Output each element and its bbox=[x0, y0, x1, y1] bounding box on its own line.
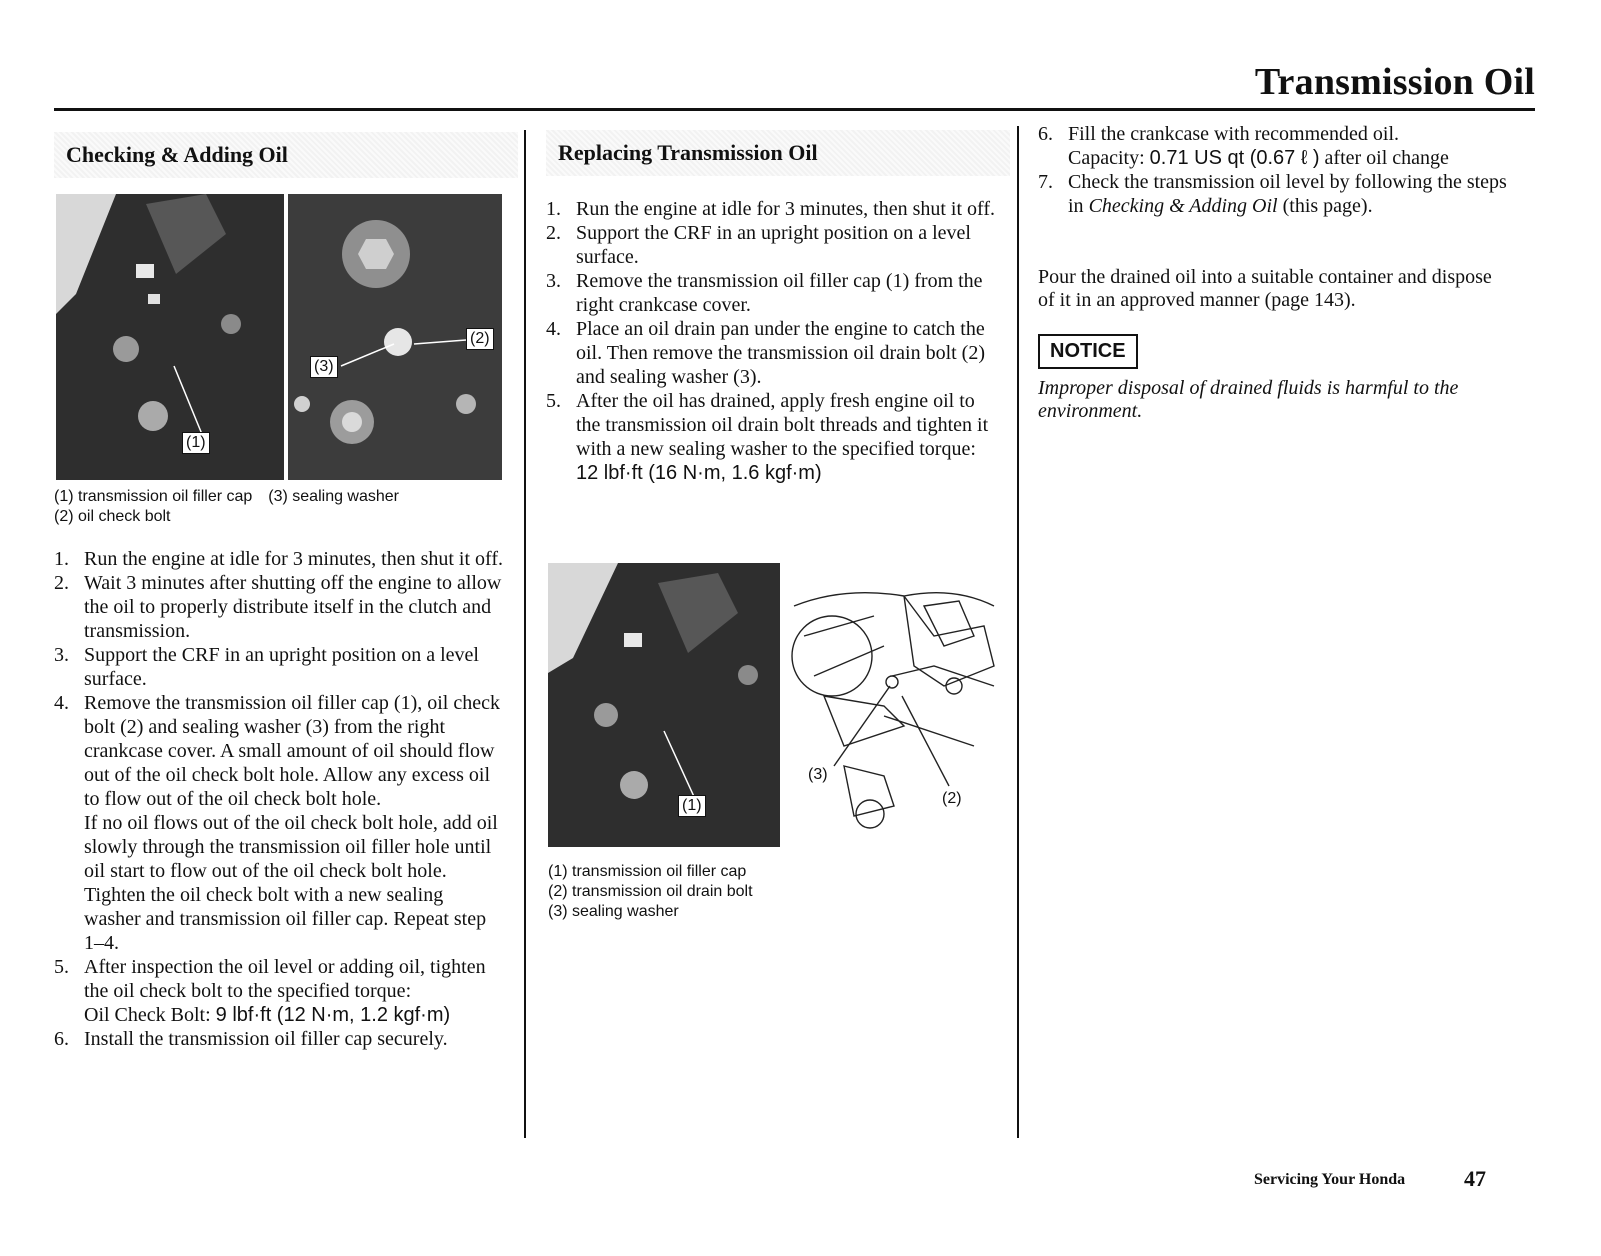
list-item bbox=[54, 547, 504, 571]
engine-diagram bbox=[784, 576, 998, 830]
step-number: 2. bbox=[54, 572, 69, 594]
caption-line: (3) sealing washer bbox=[268, 488, 400, 505]
figure-caption bbox=[54, 487, 514, 527]
callout-label: (3) bbox=[808, 766, 828, 783]
step-number: 5. bbox=[54, 956, 69, 978]
section-heading: Checking & Adding Oil bbox=[54, 132, 518, 178]
torque-value: 12 lbf·ft (16 N·m, 1.6 kgf·m) bbox=[576, 462, 822, 484]
step-number: 3. bbox=[54, 644, 69, 666]
caption-line: (1) transmission oil filler cap bbox=[548, 863, 747, 880]
section-heading: Replacing Transmission Oil bbox=[546, 130, 1010, 176]
steps-list bbox=[1038, 122, 1508, 218]
list-item bbox=[1038, 122, 1508, 170]
step-text: Remove the transmission oil filler cap (1), oil check bolt (2) and sealing washer (3) from the right crankcase cover. A small amount of oil should flow out of the oil check bolt hole. Allow any excess oil to flow out of the oil check bolt hole. bbox=[84, 692, 500, 810]
list-item bbox=[54, 691, 504, 955]
step-text: Tighten the oil check bolt with a new sealing washer and transmission oil filler cap. Repeat step 1–4. bbox=[84, 884, 487, 954]
list-item bbox=[546, 269, 996, 317]
step-text: Support the CRF in an upright position on a level surface. bbox=[576, 222, 971, 268]
caption-line: (1) transmission oil filler cap bbox=[54, 488, 253, 505]
step-text: (this page). bbox=[1277, 195, 1373, 217]
caption-line: (2) transmission oil drain bolt bbox=[548, 883, 753, 900]
list-item bbox=[54, 571, 504, 643]
step-text: After inspection the oil level or adding oil, tighten the oil check bolt to the specified torque: bbox=[84, 956, 486, 1002]
disposal-paragraph: Pour the drained oil into a suitable container and dispose of it in an approved manner (page 143). bbox=[1038, 266, 1492, 311]
step-text: Remove the transmission oil filler cap (1) from the right crankcase cover. bbox=[576, 270, 983, 316]
list-item bbox=[54, 1027, 504, 1051]
step-number: 7. bbox=[1038, 171, 1053, 193]
list-item bbox=[546, 197, 996, 221]
step-text: Fill the crankcase with recommended oil. bbox=[1068, 123, 1400, 145]
page-title: Transmission Oil bbox=[1254, 61, 1535, 103]
callout-label: (1) bbox=[182, 432, 210, 454]
step-number: 1. bbox=[546, 198, 561, 220]
callout-label: (3) bbox=[310, 356, 338, 378]
step-number: 1. bbox=[54, 548, 69, 570]
step-number: 6. bbox=[54, 1028, 69, 1050]
list-item bbox=[546, 317, 996, 389]
notice-badge: NOTICE bbox=[1038, 334, 1138, 369]
step-number: 4. bbox=[546, 318, 561, 340]
steps-list bbox=[546, 197, 996, 485]
torque-value: 9 lbf·ft (12 N·m, 1.2 kgf·m) bbox=[215, 1004, 451, 1026]
step-text: Place an oil drain pan under the engine to catch the oil. Then remove the transmission oil drain bolt (2) and sealing washer (3). bbox=[576, 318, 986, 388]
step-number: 5. bbox=[546, 390, 561, 412]
footer-section: Servicing Your Honda bbox=[1254, 1171, 1406, 1188]
step-text: After the oil has drained, apply fresh engine oil to the transmission oil drain bolt threads and tighten it with a new sealing washer to the specified torque: bbox=[576, 390, 989, 460]
list-item bbox=[1038, 170, 1508, 218]
column-divider bbox=[1017, 126, 1019, 1138]
step-text: Check the transmission oil level by following the steps in bbox=[1068, 171, 1507, 217]
page-number: 47 bbox=[1464, 1166, 1486, 1191]
step-number: 2. bbox=[546, 222, 561, 244]
callout-label: (1) bbox=[678, 795, 706, 817]
list-item bbox=[54, 643, 504, 691]
capacity-suffix: after oil change bbox=[1319, 147, 1449, 169]
step-text: Support the CRF in an upright position on a level surface. bbox=[84, 644, 479, 690]
cross-reference: Checking & Adding Oil bbox=[1088, 195, 1278, 217]
step-text: Run the engine at idle for 3 minutes, then shut it off. bbox=[576, 198, 996, 220]
capacity-value: 0.71 US qt (0.67 ℓ ) bbox=[1149, 147, 1320, 169]
callout-label: (2) bbox=[466, 328, 494, 350]
step-number: 6. bbox=[1038, 123, 1053, 145]
caption-line: (2) oil check bolt bbox=[54, 508, 171, 525]
callout-label: (2) bbox=[942, 790, 962, 807]
step-text: Run the engine at idle for 3 minutes, then shut it off. bbox=[84, 548, 504, 570]
list-item bbox=[54, 955, 504, 1027]
caption-line: (3) sealing washer bbox=[548, 903, 679, 920]
step-text: Install the transmission oil filler cap securely. bbox=[84, 1028, 448, 1050]
figure-caption bbox=[548, 862, 968, 922]
step-number: 3. bbox=[546, 270, 561, 292]
column-divider bbox=[524, 130, 526, 1138]
notice-text: Improper disposal of drained fluids is harmful to the environment. bbox=[1038, 377, 1459, 422]
step-text: If no oil flows out of the oil check bolt hole, add oil slowly through the transmission oil filler hole until oil start to flow out of the oil check bolt hole. bbox=[84, 812, 498, 882]
steps-list bbox=[54, 547, 504, 1051]
torque-label: Oil Check Bolt: bbox=[84, 1004, 216, 1026]
capacity-label: Capacity: bbox=[1068, 147, 1150, 169]
engine-photo bbox=[548, 563, 780, 847]
list-item bbox=[546, 389, 996, 485]
step-text: Wait 3 minutes after shutting off the engine to allow the oil to properly distribute itself in the clutch and transmission. bbox=[84, 572, 502, 642]
step-number: 4. bbox=[54, 692, 69, 714]
header-rule bbox=[54, 108, 1535, 111]
engine-photo bbox=[56, 194, 502, 480]
list-item bbox=[546, 221, 996, 269]
